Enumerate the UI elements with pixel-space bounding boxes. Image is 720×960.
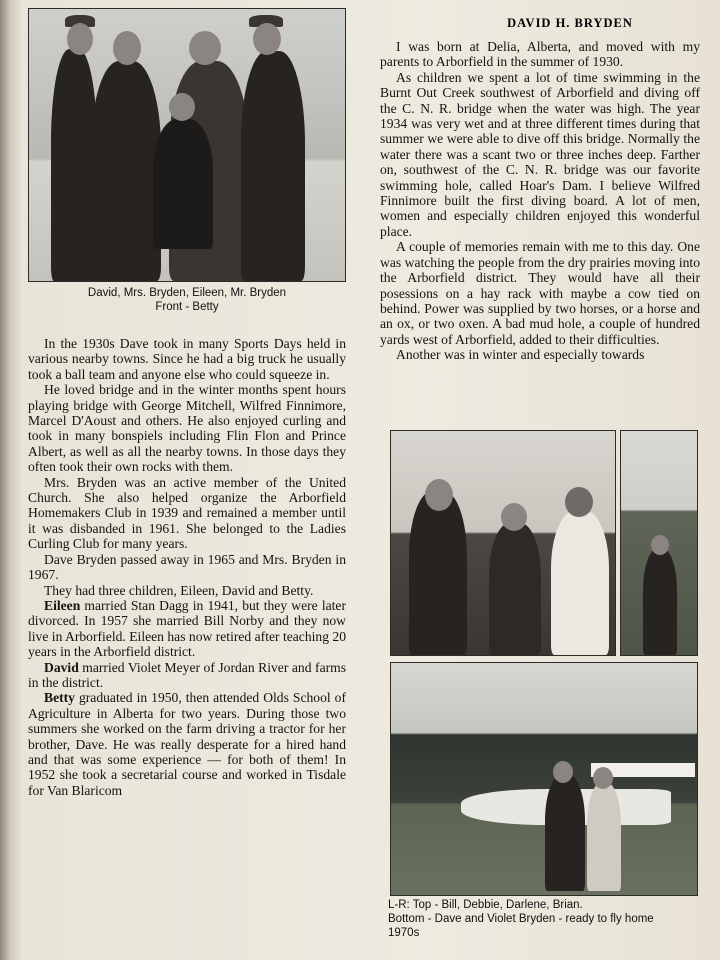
right-body-text	[380, 39, 700, 363]
section-heading: DAVID H. BRYDEN	[507, 16, 633, 30]
head-violet	[593, 767, 613, 789]
david-text: married Violet Meyer of Jordan River and farms in the district.	[28, 659, 346, 690]
paragraph: Mrs. Bryden was an active member of the United Church. She also helped organize the Arborfield Homemakers Club in 1939 and remained a member until it was disbanded in 1961. She belonged to the Ladies Curling Club for many years.	[28, 474, 346, 552]
paragraph: He loved bridge and in the winter months spent hours playing bridge with George Mitchell, Wilfred Finnimore, Marcel D'Aoust and others. He also enjoyed curling and took in many bonspiels including Flin Flon and Prince Albert, as well as all the nearby towns. In those days they often took their own rocks with them.	[28, 382, 346, 475]
paragraph: As children we spent a lot of time swimming in the Burnt Out Creek southwest of Arborfield and diving off the C. N. R. bridge when the water was high. The year 1934 was very wet and at three different times during that summer we were able to dive off this bridge. Normally the water there was a scant two or three inches deep. Farther on, southwest of the C. N. R. bridge was our favorite swimming hole, called Hoar's Dam. I believe Wilfred Finnimore built the first diving board. A lot of men, women and especially children enjoyed this wonderful place.	[380, 69, 700, 239]
head-darlene	[565, 487, 593, 517]
caption-line: 1970s	[388, 927, 420, 939]
name-david: David	[44, 659, 79, 675]
family-photo	[28, 8, 346, 282]
caption-line: Bottom - Dave and Violet Bryden - ready to fly home	[388, 913, 654, 925]
figure-bill	[409, 491, 467, 655]
caption-line: Front - Betty	[155, 301, 219, 313]
paragraph: They had three children, Eileen, David and Betty.	[44, 582, 314, 598]
caption-line: L-R: Top - Bill, Debbie, Darlene, Brian.	[388, 899, 583, 911]
figure-darlene	[551, 511, 609, 655]
paragraph: A couple of memories remain with me to this day. One was watching the people from the dry prairies moving into the Arborfield district. They would have all their posessions on a hay rack with maybe a cow tied on behind. Power was supplied by two horses, or a horse and an ox, or two oxen. A bad mud hole, a couple of hundred yards west of Arborfield, added to their difficulties.	[380, 239, 700, 347]
figure-brian	[643, 549, 677, 655]
figure-debbie	[489, 523, 541, 655]
head-debbie	[501, 503, 527, 531]
group-photo-caption	[388, 898, 708, 940]
paragraph: Dave Bryden passed away in 1965 and Mrs. Bryden in 1967.	[28, 551, 346, 583]
head-betty	[169, 93, 195, 121]
head-bill	[425, 479, 453, 511]
paragraph: Another was in winter and especially towards	[396, 347, 645, 363]
betty-text: graduated in 1950, then attended Olds School of Agriculture in Alberta for two years. During those two summers she worked on the farm driving a tractor for her brother, Dave. He was really desperate for a hired hand and that was some experience — for both of them! In 1952 she took a secretarial course and worked in Tisdale for Van Blaricom	[28, 690, 346, 798]
figure-mr-bryden	[241, 51, 305, 281]
family-photo-caption	[28, 286, 346, 314]
paragraph-eileen	[28, 598, 346, 660]
figure-betty	[153, 119, 213, 249]
paragraph-david	[28, 660, 346, 691]
head-brian	[651, 535, 669, 555]
head-mrs-bryden	[113, 31, 141, 65]
eileen-text: married Stan Dagg in 1941, but they were later divorced. In 1957 she married Bill Norby and they now live in Arborfield. Eileen has now retired after teaching 20 years in the Arborfield district.	[28, 597, 346, 660]
paragraph-betty	[28, 690, 346, 798]
name-eileen: Eileen	[44, 597, 81, 613]
outdoor-photo-brian	[620, 430, 698, 656]
right-column	[380, 10, 700, 939]
figure-mrs-bryden	[91, 61, 161, 281]
paragraph: I was born at Delia, Alberta, and moved with my parents to Arborfield in the summer of 1930.	[380, 39, 700, 70]
name-betty: Betty	[44, 690, 75, 706]
paragraph: In the 1930s Dave took in many Sports Days held in various nearby towns. Since he had a big truck he usually took a ball team and anyone else who could squeeze in.	[28, 336, 346, 382]
head-mr-bryden	[253, 23, 281, 55]
head-dave	[553, 761, 573, 783]
head-eileen	[189, 31, 221, 65]
head-david	[67, 23, 93, 55]
airplane-photo	[390, 662, 698, 896]
figure-violet	[587, 783, 621, 891]
figure-dave	[545, 775, 585, 891]
left-body-text	[28, 336, 346, 798]
left-column	[28, 8, 346, 798]
indoor-group-photo	[390, 430, 616, 656]
caption-line: David, Mrs. Bryden, Eileen, Mr. Bryden	[87, 287, 287, 299]
